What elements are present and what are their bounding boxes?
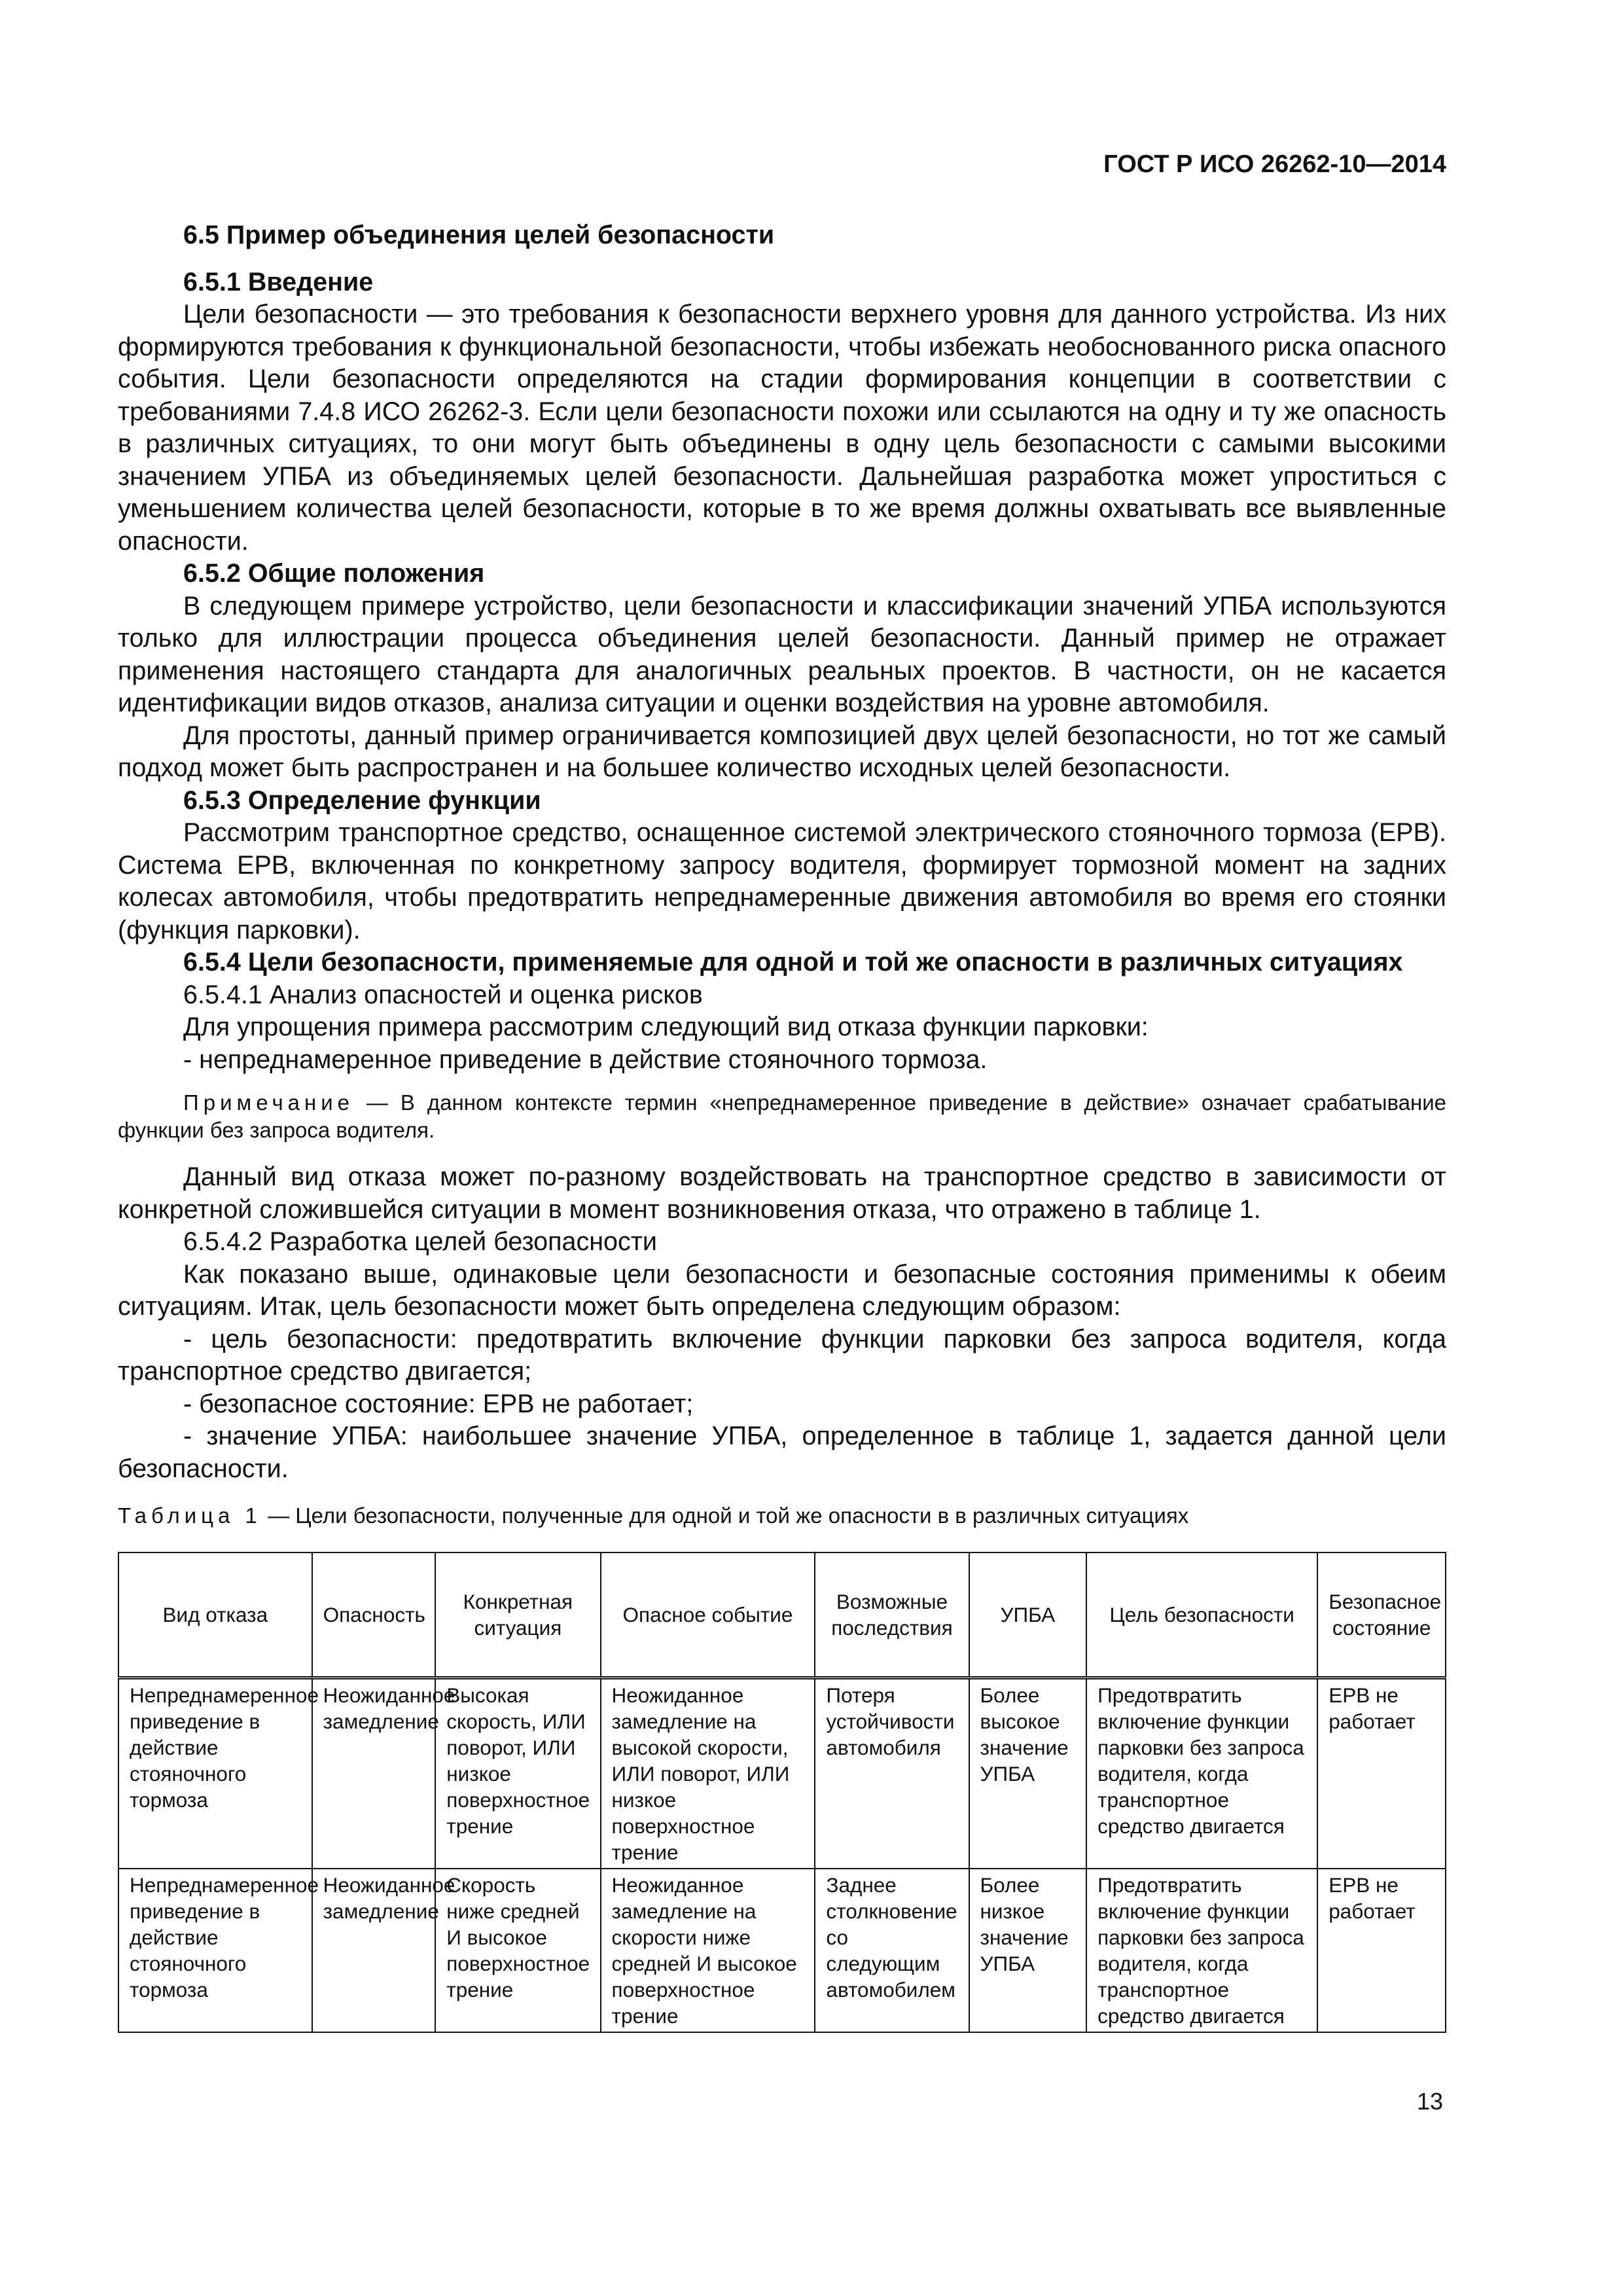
column-header: Безопасное состояние: [1317, 1552, 1446, 1678]
safety-goals-table: [118, 1552, 1446, 2033]
table-cell: Высокая скорость, ИЛИ поворот, ИЛИ низкое поверхностное трение: [435, 1678, 600, 1869]
note-label: Примечание: [183, 1090, 355, 1115]
column-header: Опасное событие: [601, 1552, 815, 1678]
table-cell: Непреднамеренное приведение в действие стояночного тормоза: [118, 1678, 312, 1869]
table-caption-text: — Цели безопасности, полученные для одной и той же опасности в в различных ситуациях: [261, 1503, 1189, 1528]
table-cell: Скорость ниже средней И высокое поверхностное трение: [435, 1869, 600, 2032]
table-row: [118, 1678, 1446, 1869]
paragraph: Для простоты, данный пример ограничивается композицией двух целей безопасности, но тот же самый подход может быть распространен и на большее количество исходных целей безопасности.: [118, 721, 1446, 782]
document-body: [118, 219, 1446, 2033]
table-cell: Предотвратить включение функции парковки без запроса водителя, когда транспортное средство двигается: [1086, 1869, 1317, 2032]
section-6-5-2-heading: 6.5.2 Общие положения: [183, 559, 485, 588]
note-text: — В данном контексте термин «непреднамеренное приведение в действие» означает срабатывание функции без запроса водителя.: [118, 1090, 1446, 1142]
table-cell: EPB не работает: [1317, 1678, 1446, 1869]
paragraph: Как показано выше, одинаковые цели безопасности и безопасные состояния применимы к обеим ситуациям. Итак, цель безопасности может быть определена следующим образом:: [118, 1259, 1446, 1321]
page-number: 13: [1416, 2088, 1443, 2115]
table-row: [118, 1869, 1446, 2032]
table-cell: Заднее столкновение со следующим автомобилем: [815, 1869, 969, 2032]
column-header: Опасность: [312, 1552, 436, 1678]
table-cell: Неожиданное замедление: [312, 1869, 436, 2032]
list-item: - непреднамеренное приведение в действие стояночного тормоза.: [183, 1045, 988, 1074]
list-item: - безопасное состояние: EPB не работает;: [183, 1389, 694, 1418]
paragraph: Рассмотрим транспортное средство, оснащенное системой электрического стояночного тормоза (EPB). Система EPB, включенная по конкретному запросу водителя, формирует тормозной момент на задних колесах автомобиля, чтобы предотвратить непреднамеренные движения автомобиля во время его стоянки (функция парковки).: [118, 818, 1446, 944]
paragraph: Цели безопасности — это требования к безопасности верхнего уровня для данного устройства. Из них формируются требования к функциональной безопасности, чтобы избежать необоснованного риска опасного события. Цели безопасности определяются на стадии формирования концепции в соответствии с требованиями 7.4.8 ИСО 26262-3. Если цели безопасности похожи или ссылаются на одну и ту же опасность в различных ситуациях, то они могут быть объединены в одну цель безопасности с самыми высокими значением УПБА из объединяемых целей безопасности. Дальнейшая разработка может упроститься с уменьшением количества целей безопасности, которые в то же время должны охватывать все выявленные опасности.: [118, 300, 1446, 556]
section-6-5-heading: 6.5 Пример объединения целей безопасности: [183, 221, 775, 249]
table-header-row: [118, 1552, 1446, 1678]
table-cell: Предотвратить включение функции парковки без запроса водителя, когда транспортное средство двигается: [1086, 1678, 1317, 1869]
note: [118, 1089, 1446, 1144]
column-header: Возможные последствия: [815, 1552, 969, 1678]
table-cell: Неожиданное замедление на высокой скорости, ИЛИ поворот, ИЛИ низкое поверхностное трение: [601, 1678, 815, 1869]
document-header: ГОСТ Р ИСО 26262-10—2014: [1103, 151, 1446, 178]
list-item: - значение УПБА: наибольшее значение УПБА, определенное в таблице 1, задается данной цели безопасности.: [118, 1422, 1446, 1483]
table-cell: Потеря устойчивости автомобиля: [815, 1678, 969, 1869]
section-6-5-1-heading: 6.5.1 Введение: [183, 267, 374, 296]
table-cell: Более высокое значение УПБА: [969, 1678, 1087, 1869]
column-header: Конкретная ситуация: [435, 1552, 600, 1678]
table-cell: Неожиданное замедление: [312, 1678, 436, 1869]
table-cell: Непреднамеренное приведение в действие стояночного тормоза: [118, 1869, 312, 2032]
paragraph: В следующем примере устройство, цели безопасности и классификации значений УПБА используются только для иллюстрации процесса объединения целей безопасности. Данный пример не отражает применения настоящего стандарта для аналогичных реальных проектов. В частности, он не касается идентификации видов отказов, анализа ситуации и оценки воздействия на уровне автомобиля.: [118, 591, 1446, 717]
table-cell: Более низкое значение УПБА: [969, 1869, 1087, 2032]
column-header: Цель безопасности: [1086, 1552, 1317, 1678]
paragraph: Для упрощения примера рассмотрим следующий вид отказа функции парковки:: [183, 1013, 1149, 1041]
section-6-5-4-heading: 6.5.4 Цели безопасности, применяемые для одной и той же опасности в различных ситуациях: [183, 948, 1403, 977]
section-6-5-3-heading: 6.5.3 Определение функции: [183, 785, 541, 815]
table-caption: [118, 1502, 1446, 1530]
table-caption-label: Таблица 1: [118, 1503, 262, 1528]
section-6-5-4-2-heading: 6.5.4.2 Разработка целей безопасности: [183, 1227, 657, 1256]
paragraph: Данный вид отказа может по-разному воздействовать на транспортное средство в зависимости от конкретной сложившейся ситуации в момент возникновения отказа, что отражено в таблице 1.: [118, 1162, 1446, 1224]
column-header: Вид отказа: [118, 1552, 312, 1678]
column-header: УПБА: [969, 1552, 1087, 1678]
table-cell: EPB не работает: [1317, 1869, 1446, 2032]
section-6-5-4-1-heading: 6.5.4.1 Анализ опасностей и оценка рисков: [183, 980, 703, 1009]
list-item: - цель безопасности: предотвратить включение функции парковки без запроса водителя, когда транспортное средство двигается;: [118, 1324, 1446, 1386]
table-cell: Неожиданное замедление на скорости ниже средней И высокое поверхностное трение: [601, 1869, 815, 2032]
